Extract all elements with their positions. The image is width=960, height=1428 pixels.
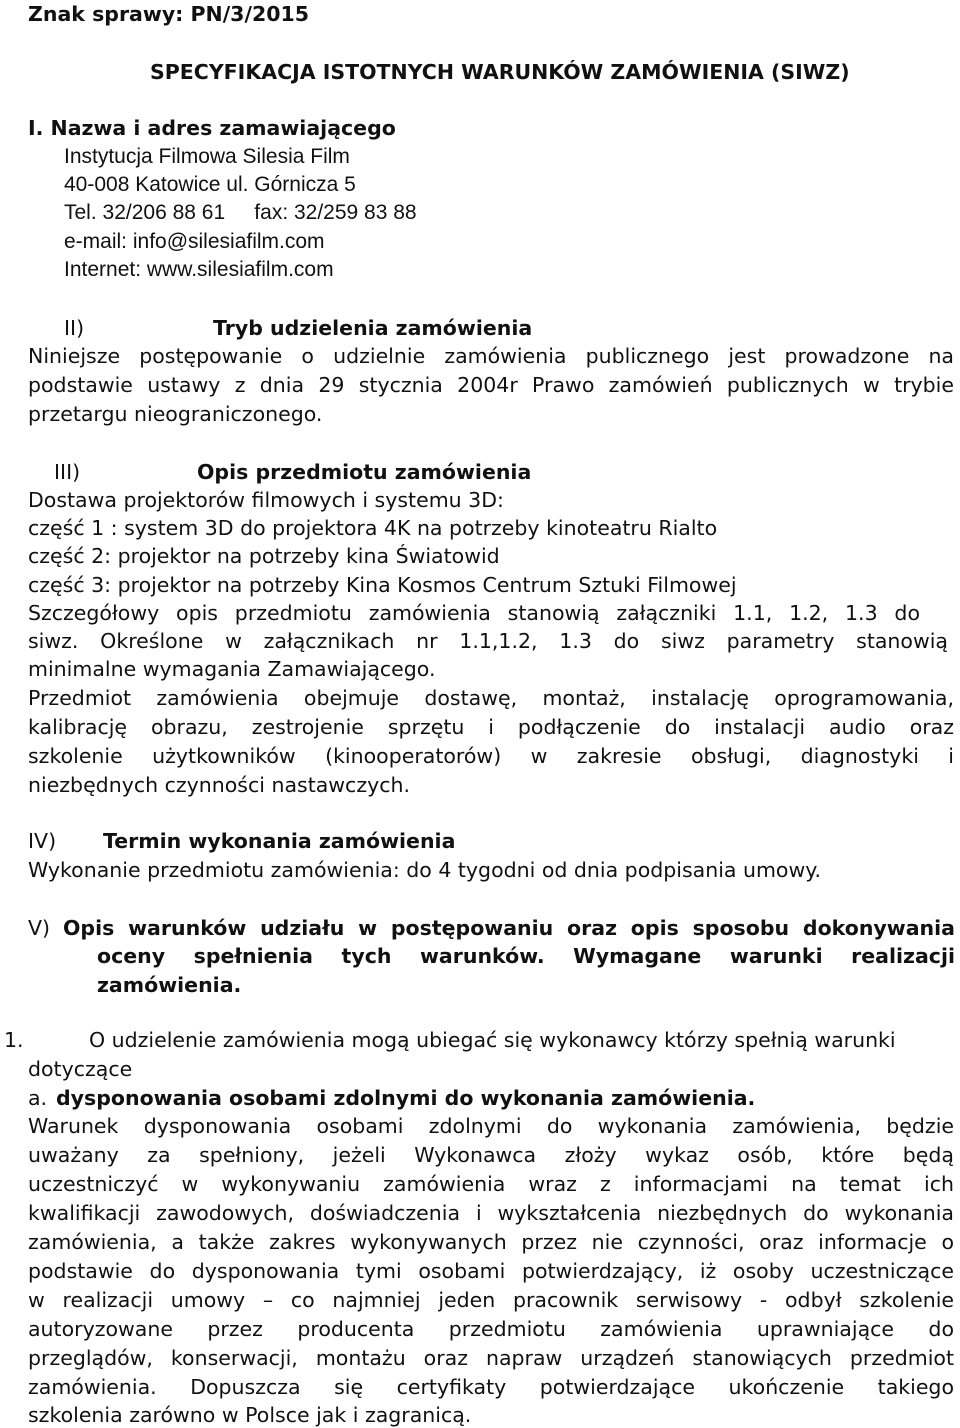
section-5-title-line: Opis warunków udziału w postępowaniu oraz opis sposobu dokonywania bbox=[63, 916, 955, 940]
section-1-heading: I. Nazwa i adres zamawiającego bbox=[28, 116, 396, 140]
case-number: Znak sprawy: PN/3/2015 bbox=[28, 2, 309, 26]
document-title: SPECYFIKACJA ISTOTNYCH WARUNKÓW ZAMÓWIENIA (SIWZ) bbox=[150, 60, 850, 84]
section-5-title-line: oceny spełnienia tych warunków. Wymagane warunki realizacji bbox=[97, 944, 955, 968]
section-5-title-line: zamówienia. bbox=[97, 973, 242, 997]
section-3-line: szkolenie użytkowników (kinooperatorów) w zakresie obsługi, diagnostyki i bbox=[28, 744, 954, 768]
section-2-number: II) bbox=[64, 316, 85, 340]
point-1-number: 1. bbox=[4, 1028, 24, 1052]
section-4-title: Termin wykonania zamówienia bbox=[103, 829, 456, 853]
point-1-body-line: w realizacji umowy – co najmniej jeden pracownik serwisowy - odbył szkolenie bbox=[28, 1288, 954, 1312]
section-3-line: Przedmiot zamówienia obejmuje dostawę, montaż, instalację oprogramowania, bbox=[28, 686, 954, 710]
section-2-line: Niniejsze postępowanie o udzielnie zamówienia publicznego jest prowadzone na bbox=[28, 344, 954, 368]
section-4-line: Wykonanie przedmiotu zamówienia: do 4 tygodni od dnia podpisania umowy. bbox=[28, 858, 821, 882]
sub-a-title: dysponowania osobami zdolnymi do wykonania zamówienia. bbox=[56, 1086, 756, 1110]
section-3-line: minimalne wymagania Zamawiającego. bbox=[28, 657, 436, 681]
section-3-line: niezbędnych czynności nastawczych. bbox=[28, 773, 411, 797]
sub-a-label: a. bbox=[28, 1086, 48, 1110]
section-3-line: część 2: projektor na potrzeby kina Światowid bbox=[28, 544, 500, 568]
section-2-line: podstawie ustawy z dnia 29 stycznia 2004r Prawo zamówień publicznych w trybie bbox=[28, 373, 954, 397]
point-1-body-line: przeglądów, konserwacji, montażu oraz napraw urządzeń stanowiących przedmiot bbox=[28, 1346, 954, 1370]
point-1-body-line: Warunek dysponowania osobami zdolnymi do wykonania zamówienia, będzie bbox=[28, 1114, 954, 1138]
orderer-email: e-mail: info@silesiafilm.com bbox=[64, 230, 325, 253]
orderer-address: 40-008 Katowice ul. Górnicza 5 bbox=[64, 173, 356, 196]
section-4-number: IV) bbox=[28, 829, 57, 853]
section-3-line: część 3: projektor na potrzeby Kina Kosmos Centrum Sztuki Filmowej bbox=[28, 573, 737, 597]
point-1-body-line: uważany za spełniony, jeżeli Wykonawca złoży wykaz osób, które będą bbox=[28, 1143, 954, 1167]
section-3-line: Szczegółowy opis przedmiotu zamówienia stanowią załączniki 1.1, 1.2, 1.3 do bbox=[28, 601, 920, 625]
orderer-website: Internet: www.silesiafilm.com bbox=[64, 258, 334, 281]
orderer-phone: Tel. 32/206 88 61 fax: 32/259 83 88 bbox=[64, 201, 417, 224]
point-1-body-line: zamówienia, a także zakres wykonywanych przez nie czynności, oraz informacje o bbox=[28, 1230, 954, 1254]
section-3-line: kalibrację obrazu, zestrojenie sprzętu i podłączenie do instalacji audio oraz bbox=[28, 715, 954, 739]
orderer-name: Instytucja Filmowa Silesia Film bbox=[64, 145, 350, 168]
section-2-title: Tryb udzielenia zamówienia bbox=[213, 316, 533, 340]
point-1-line: dotyczące bbox=[28, 1057, 133, 1081]
section-2-line: przetargu nieograniczonego. bbox=[28, 402, 323, 426]
point-1-body-line: uczestniczyć w wykonywaniu zamówienia wraz z informacjami na temat ich bbox=[28, 1172, 954, 1196]
point-1-body-line: podstawie do dysponowania tymi osobami potwierdzający, iż osoby uczestniczące bbox=[28, 1259, 954, 1283]
section-3-line: siwz. Określone w załącznikach nr 1.1,1.2, 1.3 do siwz parametry stanowią bbox=[28, 629, 948, 653]
section-5-number: V) bbox=[28, 916, 51, 940]
section-3-line: część 1 : system 3D do projektora 4K na potrzeby kinoteatru Rialto bbox=[28, 516, 718, 540]
section-3-number: III) bbox=[54, 460, 81, 484]
section-3-line: Dostawa projektorów filmowych i systemu 3D: bbox=[28, 488, 504, 512]
point-1-body-line: autoryzowane przez producenta przedmiotu zamówienia uprawniające do bbox=[28, 1317, 954, 1341]
point-1-body-line: kwalifikacji zawodowych, doświadczenia i wykształcenia niezbędnych do wykonania bbox=[28, 1201, 954, 1225]
point-1-body-line: zamówienia. Dopuszcza się certyfikaty potwierdzające ukończenie takiego bbox=[28, 1375, 954, 1399]
point-1-line: O udzielenie zamówienia mogą ubiegać się wykonawcy którzy spełnią warunki bbox=[89, 1028, 896, 1052]
point-1-body-line: szkolenia zarówno w Polsce jak i zagranicą. bbox=[28, 1403, 472, 1427]
section-3-title: Opis przedmiotu zamówienia bbox=[197, 460, 532, 484]
